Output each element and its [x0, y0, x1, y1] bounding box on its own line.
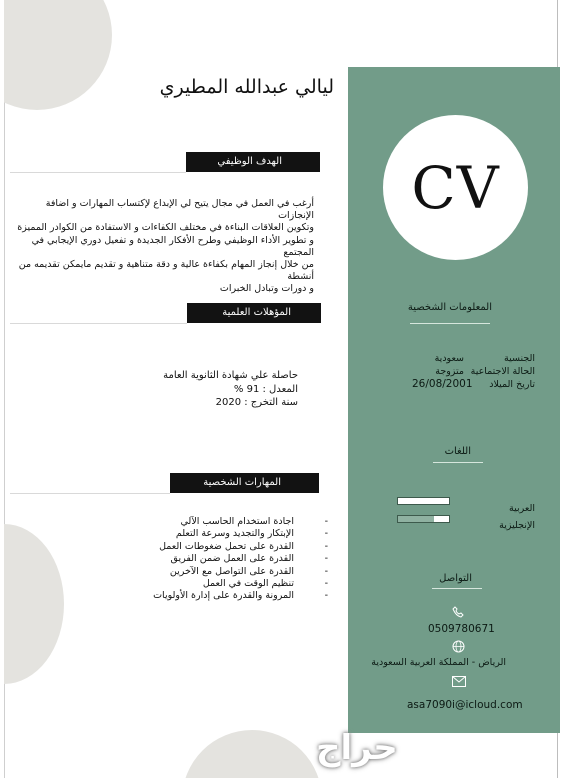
mail-icon	[452, 676, 466, 687]
decor-circle-top	[4, 0, 112, 110]
objective-divider	[10, 172, 186, 173]
objective-line: من خلال إنجاز المهام بكفاءة عالية و دقة متناهية و تقديم مايمكن تقديمه من أنشطة	[18, 259, 314, 283]
skill-item: - اجادة استخدام الحاسب الآلي	[153, 516, 328, 528]
arabic-level-bar	[397, 497, 450, 505]
birth-date-value: 26/08/2001	[412, 378, 473, 390]
gpa-text: المعدل : 91 %	[233, 384, 298, 395]
qualifications-divider	[10, 323, 187, 324]
skill-item: - تنظيم الوقت في العمل	[153, 578, 328, 590]
graduation-text: سنة التخرج : 2020	[215, 397, 298, 408]
cv-badge-text: CV	[411, 153, 500, 222]
personal-info-divider	[410, 323, 490, 324]
email-address[interactable]: asa7090i@icloud.com	[407, 699, 523, 711]
sidebar	[348, 67, 560, 733]
objective-line: وتكوين العلاقات البناءة في مختلف الكفاءات و الاستفادة من الكوادر المميزة	[17, 222, 314, 234]
arabic-label: العربية	[509, 503, 535, 514]
objective-header	[186, 152, 320, 172]
skills-title: المهارات الشخصية	[203, 477, 281, 488]
skill-item: - الإبتكار والتجديد وسرعة التعلم	[153, 528, 328, 540]
english-level-bar	[397, 515, 450, 523]
cv-badge	[383, 115, 528, 260]
skills-divider	[10, 493, 170, 494]
phone-number[interactable]: 0509780671	[428, 623, 495, 635]
globe-icon	[452, 640, 465, 653]
contact-divider	[432, 588, 482, 589]
degree-text: حاصلة علي شهادة الثانوية العامة	[163, 370, 298, 381]
location-text: الرياض - المملكة العربية السعودية	[371, 657, 506, 668]
languages-title: اللغات	[444, 446, 471, 457]
objective-line: و تطوير الأداء الوظيفي وطرح الأفكار الجديدة و تفعيل دوري الإيجابي في المجتمع	[31, 234, 314, 258]
english-label: الإنجليزية	[499, 520, 535, 531]
nationality-value: سعودية	[434, 353, 464, 364]
decor-circle-mid	[4, 524, 64, 684]
birth-date-label: تاريخ الميلاد	[489, 379, 535, 390]
skill-item: - القدرة على التواصل مع الآخرين	[153, 566, 328, 578]
marital-status-label: الحالة الاجتماعية	[470, 366, 535, 377]
contact-title: التواصل	[439, 573, 472, 584]
skill-item: - المرونة والقدرة على إدارة الأولويات	[153, 590, 328, 602]
english-level-empty	[398, 516, 434, 522]
nationality-label: الجنسية	[504, 353, 535, 364]
decor-circle-bottom	[182, 730, 322, 778]
objective-text	[14, 198, 314, 296]
skills-list	[153, 516, 328, 603]
skill-item: - القدرة على تحمل ضغوطات العمل	[153, 541, 328, 553]
watermark-logo: حراج	[316, 728, 398, 768]
phone-icon	[452, 606, 464, 618]
skills-header	[170, 473, 319, 493]
cv-page	[4, 0, 560, 778]
skill-item: - القدرة على العمل ضمن الفريق	[153, 553, 328, 565]
person-name: ليالي عبدالله المطيري	[159, 76, 334, 98]
qualifications-header	[187, 303, 321, 323]
objective-line: أرغب في العمل في مجال يتيح لي الإبداع لإكتساب المهارات و اضافة الإنجازات	[45, 198, 314, 222]
objective-title: الهدف الوظيفي	[217, 156, 282, 167]
qualifications-title: المؤهلات العلمية	[222, 307, 291, 318]
languages-divider	[433, 462, 483, 463]
personal-info-title: المعلومات الشخصية	[407, 302, 492, 313]
objective-line: و دورات وتبادل الخبرات	[219, 283, 314, 295]
marital-status-value: متزوجة	[435, 366, 464, 377]
